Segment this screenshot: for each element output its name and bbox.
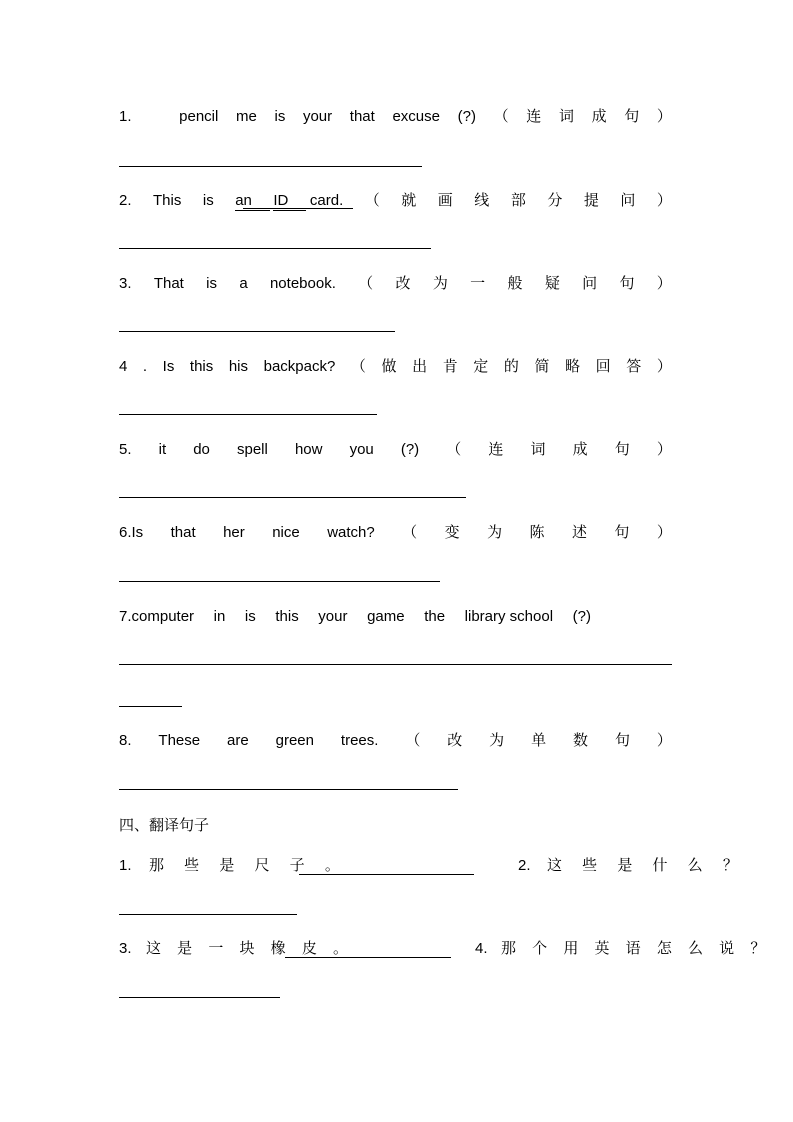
ex6-word: nice bbox=[272, 524, 300, 541]
ex4-hint: 答 bbox=[626, 358, 642, 375]
ex2-hint: 画 bbox=[437, 192, 453, 209]
ex8-hint: 单 bbox=[531, 732, 547, 749]
ex8-hint: 为 bbox=[489, 732, 505, 749]
ex1-word: your bbox=[302, 108, 333, 125]
ex1-word: excuse bbox=[392, 108, 440, 125]
ex4-hint: 的 bbox=[503, 358, 519, 375]
ex8-word: are bbox=[227, 732, 249, 749]
exercise-2 bbox=[119, 189, 672, 213]
ex5-num: 5. bbox=[119, 441, 132, 458]
ex2-hint: 部 bbox=[510, 192, 526, 209]
ex1-word: me bbox=[236, 108, 257, 125]
ex4-hint: 定 bbox=[473, 358, 489, 375]
ex2-hint: （ bbox=[364, 192, 380, 209]
ex6-hint: 述 bbox=[571, 524, 587, 541]
ex5-hint: （ bbox=[446, 441, 462, 458]
ex8-word: trees. bbox=[340, 732, 379, 749]
ex5-hint: 成 bbox=[572, 441, 588, 458]
ex6-word: watch? bbox=[327, 524, 375, 541]
ex7-word: in bbox=[213, 608, 226, 625]
ex1-word: (?) bbox=[457, 108, 476, 125]
translation-row-2 bbox=[119, 937, 772, 961]
ex2-underlined-word: an bbox=[235, 192, 270, 211]
ex8-hint: 改 bbox=[447, 732, 463, 749]
answer-line-7a[interactable] bbox=[119, 664, 672, 665]
ex8-num: 8. bbox=[119, 732, 132, 749]
ex2-underlined-word: ID bbox=[273, 192, 306, 211]
ex3-hint: 句 bbox=[619, 275, 635, 292]
ex6-hint: （ bbox=[402, 524, 418, 541]
ex3-word: That bbox=[153, 275, 184, 292]
answer-line-5[interactable] bbox=[119, 497, 466, 498]
translation-2-num: 2. bbox=[518, 857, 531, 874]
answer-line-6[interactable] bbox=[119, 581, 440, 582]
ex2-hint: 提 bbox=[583, 192, 599, 209]
ex2-hint: 线 bbox=[474, 192, 490, 209]
ex4-hint: 出 bbox=[412, 358, 428, 375]
ex7-word: the bbox=[424, 608, 446, 625]
ex1-hint: 词 bbox=[558, 108, 574, 125]
ex4-word: backpack? bbox=[263, 358, 336, 375]
ex1-hint: （ bbox=[493, 108, 509, 125]
ex3-hint: 改 bbox=[395, 275, 411, 292]
exercise-7 bbox=[119, 605, 591, 629]
ex6-word: that bbox=[170, 524, 196, 541]
ex1-word: that bbox=[349, 108, 375, 125]
answer-line-3[interactable] bbox=[119, 331, 395, 332]
ex6-hint: 陈 bbox=[529, 524, 545, 541]
translation-1-num: 1. bbox=[119, 857, 132, 874]
ex3-num: 3. bbox=[119, 275, 132, 292]
ex4-word: Is bbox=[162, 358, 175, 375]
ex8-hint: （ bbox=[405, 732, 421, 749]
ex1-hint: ） bbox=[656, 108, 672, 125]
ex1-hint: 成 bbox=[591, 108, 607, 125]
ex2-underline-mark bbox=[243, 208, 353, 209]
ex5-hint: 词 bbox=[530, 441, 546, 458]
ex5-word: how bbox=[294, 441, 323, 458]
ex4-hint: 肯 bbox=[442, 358, 458, 375]
answer-line-4[interactable] bbox=[119, 414, 377, 415]
ex8-hint: 数 bbox=[573, 732, 589, 749]
ex5-word: spell bbox=[236, 441, 268, 458]
ex7-word: this bbox=[275, 608, 299, 625]
ex6-hint: 变 bbox=[444, 524, 460, 541]
ex7-word: (?) bbox=[572, 608, 591, 625]
ex4-num: 4 bbox=[119, 358, 128, 375]
answer-line-2[interactable] bbox=[119, 248, 431, 249]
ex3-word: is bbox=[206, 275, 217, 292]
ex4-hint: 略 bbox=[565, 358, 581, 375]
ex5-word: do bbox=[193, 441, 210, 458]
ex2-hint: 就 bbox=[401, 192, 417, 209]
ex8-word: green bbox=[275, 732, 314, 749]
ex3-hint: 一 bbox=[470, 275, 486, 292]
ex2-hint: ） bbox=[656, 192, 672, 209]
answer-line-1[interactable] bbox=[119, 166, 422, 167]
ex5-hint: 句 bbox=[614, 441, 630, 458]
exercise-3 bbox=[119, 272, 672, 296]
ex8-hint: 句 bbox=[614, 732, 630, 749]
ex4-word: his bbox=[228, 358, 249, 375]
ex3-hint: 为 bbox=[432, 275, 448, 292]
ex8-word: These bbox=[158, 732, 201, 749]
translation-3-text: 这 是 一 块 橡 皮 。 bbox=[146, 940, 355, 957]
ex1-word: is bbox=[274, 108, 286, 125]
ex3-word: notebook. bbox=[269, 275, 336, 292]
answer-line-t2[interactable] bbox=[119, 914, 297, 915]
translation-2-text: 这 些 是 什 么 ？ bbox=[547, 857, 746, 874]
ex6-hint: 为 bbox=[487, 524, 503, 541]
answer-line-t4[interactable] bbox=[119, 997, 280, 998]
ex2-word-underlined-card: card. bbox=[309, 192, 344, 209]
ex2-word: This bbox=[153, 192, 182, 209]
answer-line-7b[interactable] bbox=[119, 706, 182, 707]
ex1-word: pencil bbox=[179, 108, 219, 125]
ex3-hint: 疑 bbox=[544, 275, 560, 292]
ex1-hint: 连 bbox=[526, 108, 542, 125]
translation-4-num: 4. bbox=[475, 940, 488, 957]
ex5-word: you bbox=[349, 441, 374, 458]
ex3-word: a bbox=[239, 275, 248, 292]
ex1-hint: 句 bbox=[624, 108, 640, 125]
translation-1-text: 那 些 是 尺 子 。 bbox=[149, 857, 348, 874]
ex7-word: library school bbox=[464, 608, 554, 625]
ex7-word: game bbox=[367, 608, 405, 625]
exercise-4 bbox=[119, 355, 672, 379]
ex8-hint: ） bbox=[656, 732, 672, 749]
ex3-hint: 般 bbox=[507, 275, 523, 292]
ex2-hint: 问 bbox=[620, 192, 636, 209]
ex1-num: 1. bbox=[119, 108, 132, 125]
ex4-hint: 简 bbox=[534, 358, 550, 375]
answer-line-8[interactable] bbox=[119, 789, 458, 790]
ex6-num: 6.Is bbox=[119, 524, 144, 541]
translation-3-num: 3. bbox=[119, 940, 132, 957]
ex6-hint: 句 bbox=[614, 524, 630, 541]
exercise-1 bbox=[119, 105, 672, 129]
translation-1-blank[interactable] bbox=[299, 874, 474, 875]
ex3-hint: 问 bbox=[582, 275, 598, 292]
ex2-num: 2. bbox=[119, 192, 132, 209]
ex3-hint: ） bbox=[656, 275, 672, 292]
ex2-hint: 分 bbox=[547, 192, 563, 209]
ex6-word: her bbox=[223, 524, 245, 541]
ex7-word: is bbox=[244, 608, 256, 625]
translation-row-1 bbox=[119, 854, 746, 878]
ex4-hint: 回 bbox=[595, 358, 611, 375]
ex5-hint: 连 bbox=[488, 441, 504, 458]
ex4-dot: . bbox=[142, 358, 148, 375]
ex3-hint: （ bbox=[358, 275, 374, 292]
ex7-word: your bbox=[318, 608, 348, 625]
ex4-word: this bbox=[189, 358, 214, 375]
translation-3-blank[interactable] bbox=[285, 957, 451, 958]
ex6-hint: ） bbox=[656, 524, 672, 541]
exercise-6 bbox=[119, 521, 672, 545]
ex5-hint: ） bbox=[656, 441, 672, 458]
ex4-hint: 做 bbox=[381, 358, 397, 375]
ex2-word: is bbox=[202, 192, 214, 209]
ex7-num-word: 7.computer bbox=[119, 608, 195, 625]
ex4-hint: ） bbox=[656, 358, 672, 375]
section-title: 四、翻译句子 bbox=[119, 817, 210, 834]
ex5-word: (?) bbox=[400, 441, 420, 458]
ex4-hint: （ bbox=[350, 358, 366, 375]
exercise-5 bbox=[119, 438, 672, 462]
translation-4-text: 那 个 用 英 语 怎 么 说 ？ bbox=[501, 940, 772, 957]
ex5-word: it bbox=[158, 441, 167, 458]
exercise-8 bbox=[119, 729, 672, 753]
